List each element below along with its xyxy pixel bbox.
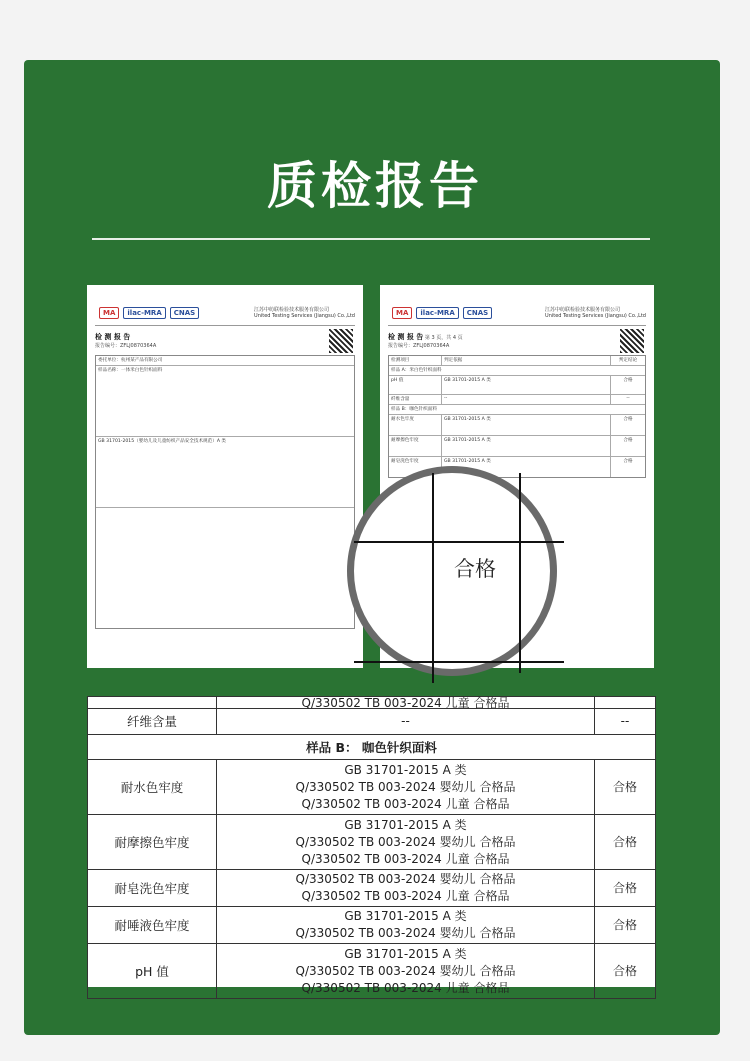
mini-item: 纤维含量: [389, 395, 442, 404]
info-text: [96, 508, 354, 628]
mini-result: 合格: [610, 415, 645, 435]
basis-line: GB 31701-2015 A 类: [344, 946, 467, 961]
table-row: [88, 760, 656, 815]
mini-header-row: [389, 356, 645, 365]
table-section-row: [88, 735, 656, 760]
results-grid: [87, 696, 656, 999]
mini-section: 样品 B：咖色针织面料: [391, 406, 437, 412]
result-table-mini: [388, 355, 646, 478]
lens-grid-line: [432, 473, 434, 683]
cell-result: 合格: [595, 815, 656, 870]
mini-result: --: [610, 395, 645, 404]
cell-basis: --: [217, 709, 595, 735]
report-number: 报告编号：ZFLJ0870364A: [95, 342, 157, 349]
report-header: [380, 285, 654, 319]
basis-line: Q/330502 TB 003-2024 婴幼儿 合格品: [295, 779, 516, 794]
mini-item: pH 值: [389, 376, 442, 394]
lens-result-text: 合格: [454, 557, 496, 581]
report-heading-block: [87, 332, 363, 351]
table-row: [88, 709, 656, 735]
cell-item: 耐水色牢度: [88, 760, 217, 815]
lens-grid-line: [354, 661, 564, 663]
results-table: [87, 696, 656, 995]
cell-basis: [217, 760, 595, 815]
basis-line: GB 31701-2015 A 类: [344, 762, 467, 777]
report-heading: 检 测 报 告: [95, 333, 131, 341]
table-row: [88, 870, 656, 907]
cell-basis: [217, 870, 595, 907]
mini-section: 样品 A：米白色针织面料: [391, 367, 442, 373]
mini-basis: --: [444, 395, 448, 401]
lab-name-en: United Testing Services (Jiangsu) Co.,Ltd: [545, 313, 646, 319]
ma-logo: MA: [99, 307, 119, 319]
report-heading: 检 测 报 告: [388, 333, 424, 341]
lab-name: [254, 307, 355, 319]
mini-row: [389, 435, 645, 456]
mini-item: 耐水色牢度: [389, 415, 442, 435]
mini-result: 合格: [610, 457, 645, 477]
cell-result: 合格: [595, 944, 656, 999]
info-text: 样品名称：一体米白色针织面料: [98, 367, 163, 373]
report-header: [87, 285, 363, 319]
cell-item: 耐摩擦色牢度: [88, 815, 217, 870]
qr-code-icon: [329, 329, 353, 353]
cell-item: [88, 697, 217, 709]
mini-row: [389, 394, 645, 404]
mini-basis: GB 31701-2015 A 类: [444, 437, 491, 443]
basis-line: Q/330502 TB 003-2024 儿童 合格品: [301, 851, 510, 866]
table-row: [88, 815, 656, 870]
col-header: 检测项目: [389, 356, 442, 365]
basis-line: Q/330502 TB 003-2024 儿童 合格品: [301, 889, 510, 903]
info-row: [96, 507, 354, 628]
basis-line: GB 31701-2015 A 类: [344, 909, 467, 923]
mini-basis: GB 31701-2015 A 类: [444, 458, 491, 464]
mini-item: 耐皂洗色牢度: [389, 457, 442, 477]
lab-name: [545, 307, 646, 319]
magnifier-lens: [347, 466, 557, 676]
report-info-table: [95, 355, 355, 629]
basis-line: GB 31701-2015 A 类: [344, 817, 467, 832]
report-heading-block: [380, 332, 654, 351]
mini-row: [389, 375, 645, 394]
cell-item: 耐唾液色牢度: [88, 907, 217, 944]
cnas-logo: CNAS: [170, 307, 199, 319]
lab-name-cn: 江苏中纺联检验技术服务有限公司: [254, 307, 330, 313]
cell-item: 耐皂洗色牢度: [88, 870, 217, 907]
cell-item: 纤维含量: [88, 709, 217, 735]
report-page-1: [87, 285, 363, 668]
mini-item: 耐摩擦色牢度: [389, 436, 442, 456]
mini-basis: GB 31701-2015 A 类: [444, 416, 491, 422]
table-row: [88, 907, 656, 944]
report-number: 报告编号：ZFLJ0870364A: [388, 342, 450, 349]
mini-result: 合格: [610, 376, 645, 394]
ilac-logo: ilac-MRA: [123, 307, 165, 319]
cell-result: --: [595, 709, 656, 735]
divider: [388, 325, 646, 326]
basis-line: Q/330502 TB 003-2024 婴幼儿 合格品: [295, 872, 516, 886]
basis-line: Q/330502 TB 003-2024 儿童 合格品: [301, 796, 510, 811]
basis-line: Q/330502 TB 003-2024 儿童 合格品: [301, 980, 510, 995]
info-row: [96, 365, 354, 436]
cell-result: 合格: [595, 907, 656, 944]
info-row: [96, 356, 354, 365]
cell-basis: [217, 697, 595, 709]
info-text: 委托单位：杭州某产品有限公司: [98, 357, 163, 363]
col-header: 判定依据: [444, 357, 463, 363]
basis-line: Q/330502 TB 003-2024 婴幼儿 合格品: [295, 926, 516, 940]
divider: [95, 325, 355, 326]
basis-line: Q/330502 TB 003-2024 儿童 合格品: [301, 696, 510, 710]
cell-result: 合格: [595, 870, 656, 907]
lens-grid-line: [519, 473, 521, 673]
basis-line: Q/330502 TB 003-2024 婴幼儿 合格品: [295, 963, 516, 978]
col-header: 判定结论: [610, 356, 645, 365]
table-row: [88, 697, 656, 709]
mini-row: [389, 414, 645, 435]
mini-result: 合格: [610, 436, 645, 456]
cnas-logo: CNAS: [463, 307, 492, 319]
lens-grid-line: [354, 541, 564, 543]
mini-row: [389, 365, 645, 375]
cell-result: 合格: [595, 760, 656, 815]
cell-basis: [217, 944, 595, 999]
mini-row: [389, 404, 645, 414]
lab-name-cn: 江苏中纺联检验技术服务有限公司: [545, 307, 621, 313]
cell-item: pH 值: [88, 944, 217, 999]
ilac-logo: ilac-MRA: [416, 307, 458, 319]
info-text: GB 31701-2015（婴幼儿及儿童纺织产品安全技术规范）A 类: [98, 438, 227, 444]
page-number: 第 3 页，共 4 页: [424, 335, 463, 341]
cell-basis: [217, 815, 595, 870]
table-row: [88, 944, 656, 999]
ma-logo: MA: [392, 307, 412, 319]
basis-line: Q/330502 TB 003-2024 婴幼儿 合格品: [295, 834, 516, 849]
page-title: 质检报告: [267, 157, 483, 215]
info-row: [96, 436, 354, 507]
cell-result: [595, 697, 656, 709]
section-heading: 样品 B： 咖色针织面料: [88, 735, 656, 760]
cell-basis: [217, 907, 595, 944]
lab-name-en: United Testing Services (Jiangsu) Co.,Ltd: [254, 313, 355, 319]
title-divider: [92, 238, 650, 240]
qr-code-icon: [620, 329, 644, 353]
mini-basis: GB 31701-2015 A 类: [444, 377, 491, 383]
